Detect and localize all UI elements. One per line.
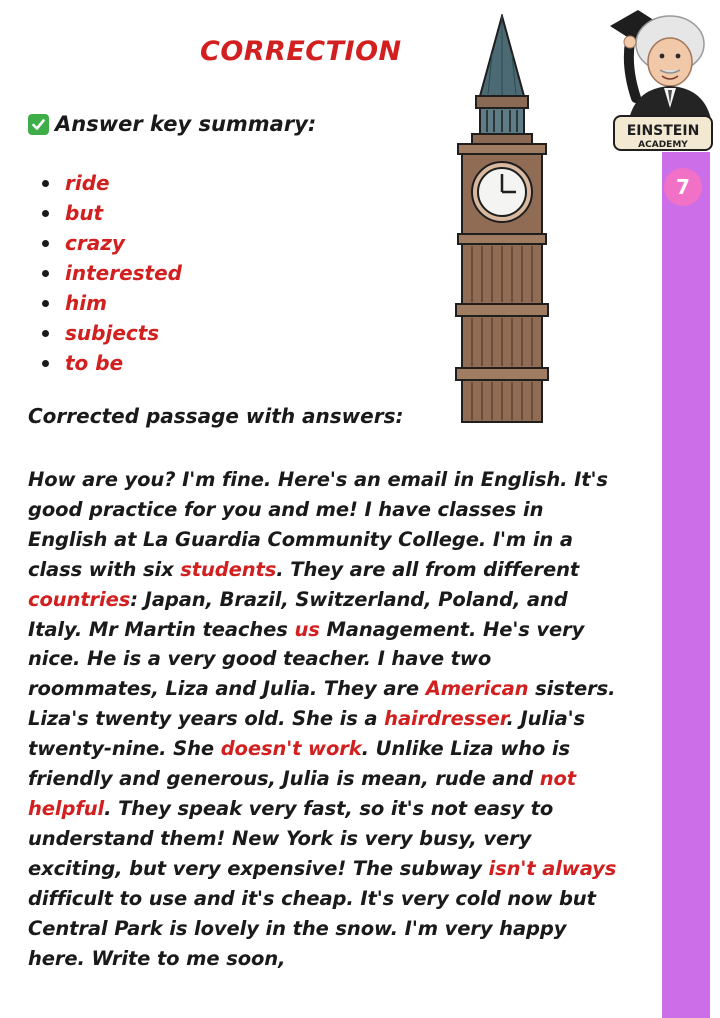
bullet [42, 300, 49, 307]
answer-text: interested [65, 261, 182, 285]
answer-item [42, 228, 182, 258]
logo-line2: ACADEMY [638, 140, 688, 150]
answer-text: but [65, 201, 104, 225]
passage-text: sisters. Liza's twenty years old. She is a [28, 677, 616, 731]
answer-item [42, 258, 182, 288]
passage-text: : Japan, Brazil, Switzerland, Poland, and Italy. Mr Martin teaches [28, 587, 568, 641]
answer-text: him [65, 291, 107, 315]
bullet [42, 330, 49, 337]
passage-heading: Corrected passage with answers: [28, 404, 404, 428]
answer-key-heading [28, 112, 316, 136]
answer-list [42, 168, 182, 378]
answer-item [42, 198, 182, 228]
bullet [42, 240, 49, 247]
bullet [42, 360, 49, 367]
passage-correction: isn't always [488, 856, 617, 880]
answer-item [42, 318, 182, 348]
check-icon [28, 114, 49, 135]
passage-text: . Unlike Liza who is friendly and generous, Julia is mean, rude and [28, 737, 570, 791]
passage-text: . They speak very fast, so it's not easy to understand them! New York is very busy, very exciting, but very expensive! The subway [28, 796, 554, 880]
answer-item [42, 348, 182, 378]
page-number-badge: 7 [664, 168, 702, 206]
passage-correction: students [180, 557, 277, 581]
passage-text: Management. He's very nice. He is a very good teacher. I have two roommates, Liza and Julia. They are [28, 617, 585, 701]
answer-item [42, 168, 182, 198]
answer-text: to be [65, 351, 124, 375]
big-ben-illustration [452, 14, 552, 424]
answer-text: subjects [65, 321, 160, 345]
passage-correction: hairdresser [384, 707, 507, 731]
answer-item [42, 288, 182, 318]
answer-text: crazy [65, 231, 125, 255]
passage-correction: American [425, 677, 529, 701]
sidebar-bar [662, 152, 710, 1018]
bullet [42, 270, 49, 277]
passage-correction: countries [28, 587, 131, 611]
passage-text: difficult to use and it's cheap. It's very cold now but Central Park is lovely in the snow. I'm very happy here. Write to me soon, [28, 886, 596, 970]
page-title: CORRECTION [200, 36, 402, 67]
answer-text: ride [65, 171, 110, 195]
passage-correction: not helpful [28, 767, 577, 820]
bullet [42, 180, 49, 187]
answer-key-heading-text: Answer key summary: [55, 112, 317, 136]
passage-text: How are you? I'm fine. Here's an email in English. It's good practice for you and me! I have classes in English at La Guardia Community College. I'm in a class with six [28, 468, 608, 581]
einstein-academy-logo [608, 4, 716, 154]
passage-correction: doesn't work [220, 737, 362, 761]
passage-text: . Julia's twenty-nine. She [28, 707, 586, 761]
bullet [42, 210, 49, 217]
corrected-passage [28, 465, 628, 973]
logo-line1: EINSTEIN [626, 123, 700, 139]
passage-correction: us [294, 617, 320, 641]
passage-text: . They are all from different [276, 557, 580, 581]
